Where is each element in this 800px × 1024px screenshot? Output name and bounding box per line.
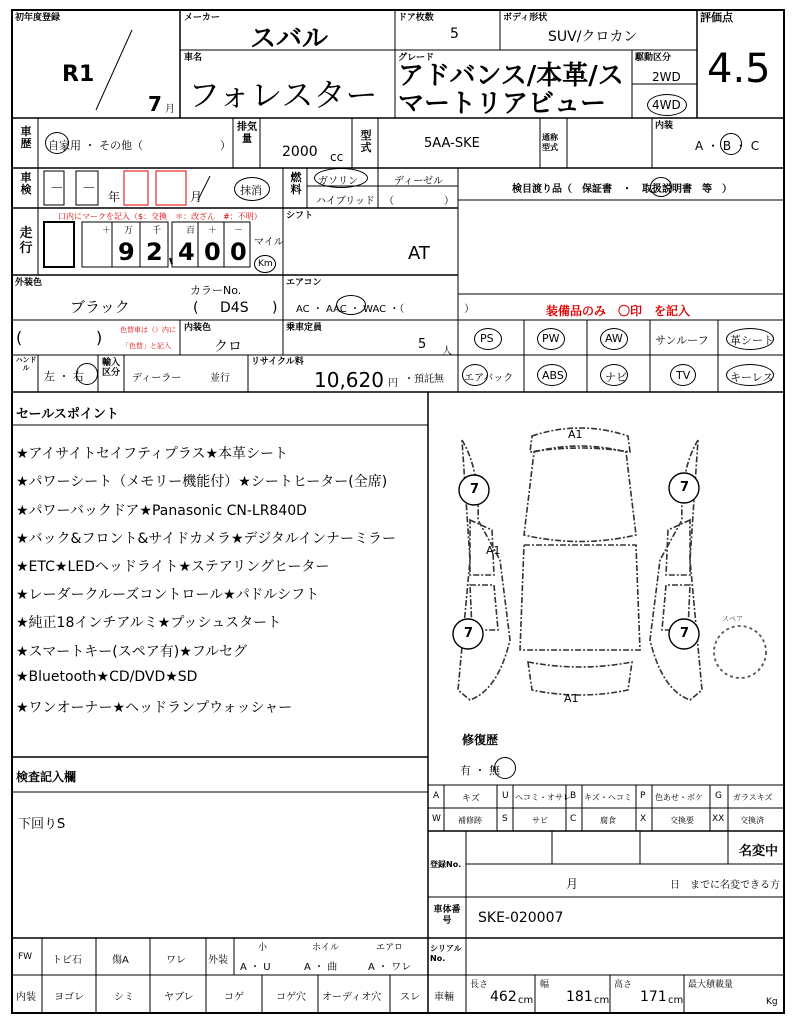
legend-text: 交換済 bbox=[740, 816, 764, 825]
legend-text: キズ・ヘコミ bbox=[584, 793, 632, 802]
legend-text: 腐食 bbox=[600, 816, 616, 825]
sales-point-line: ★ワンオーナー★ヘッドランプウォッシャー bbox=[16, 700, 293, 716]
chassis-number: SKE-020007 bbox=[478, 910, 564, 926]
inspector-title: 検査記入欄 bbox=[16, 770, 77, 784]
import-label: 輸入区分 bbox=[101, 358, 120, 378]
small-options: A ・ U bbox=[240, 962, 271, 973]
spare-label: スペア bbox=[722, 615, 743, 623]
interior-grade-circle bbox=[720, 133, 742, 155]
doors-label: ドア枚数 bbox=[398, 13, 434, 23]
height-value: 171 bbox=[640, 989, 667, 1005]
equip-pw-circle bbox=[537, 328, 565, 350]
displacement-value: 2000 bbox=[282, 144, 318, 160]
equip-airbag: エアバック bbox=[464, 373, 514, 384]
sales-point-line: ★アイサイトセイフティプラス★本革シート bbox=[16, 446, 289, 462]
gasoline-circle bbox=[314, 168, 368, 188]
hybrid-paren-open: （ bbox=[384, 196, 394, 207]
score-value: 4.5 bbox=[707, 46, 771, 92]
length-label: 長さ bbox=[470, 980, 489, 990]
shift-label: シフト bbox=[286, 211, 314, 221]
equip-airbag-circle bbox=[462, 364, 488, 386]
length-unit: cm bbox=[518, 995, 534, 1006]
legend-code: P bbox=[640, 791, 646, 801]
interior-item: ヨゴレ bbox=[54, 992, 84, 1003]
small-label: 小 bbox=[258, 943, 268, 953]
car-name-value: フォレスター bbox=[188, 76, 378, 114]
equip-abs-circle bbox=[537, 364, 567, 386]
legend-text: サビ bbox=[532, 816, 548, 825]
recycle-label: リサイクル料 bbox=[251, 357, 304, 367]
legend-code: U bbox=[502, 791, 509, 801]
legend-code: X bbox=[640, 814, 647, 824]
mileage-digit-1: 9 bbox=[118, 238, 135, 266]
dims-label: 車輛 bbox=[434, 992, 454, 1003]
color-change-note-2: 「色替」と記入 bbox=[122, 342, 171, 350]
fw-label: FW bbox=[18, 952, 33, 962]
interior-color-value: クロ bbox=[214, 339, 242, 355]
length-value: 462 bbox=[490, 989, 517, 1005]
interior-item: コゲ bbox=[224, 992, 244, 1003]
mileage-digit-4: 0 bbox=[204, 238, 221, 266]
import-parallel: 並行 bbox=[210, 373, 230, 384]
wheel-options: A ・ 曲 bbox=[304, 962, 338, 973]
legend-code: W bbox=[432, 814, 441, 824]
mileage-digit-3: 4 bbox=[178, 238, 195, 266]
width-value: 181 bbox=[566, 989, 593, 1005]
serial-label: シリアルNo. bbox=[430, 944, 462, 963]
max-load-label: 最大積載量 bbox=[688, 980, 734, 990]
color-change-note-1: 色替車は（）内に bbox=[120, 326, 176, 334]
history-label: 車歴 bbox=[20, 125, 32, 150]
height-unit: cm bbox=[668, 995, 684, 1006]
equip-ps: PS bbox=[480, 332, 494, 345]
first-registration-era: R1 bbox=[62, 62, 95, 87]
sales-points-title: セールスポイント bbox=[16, 407, 119, 422]
interior-item: ヤブレ bbox=[164, 992, 194, 1003]
aero-options: A ・ ワレ bbox=[368, 962, 412, 973]
legend-code: C bbox=[570, 814, 577, 824]
manual-circle bbox=[650, 177, 672, 197]
legend-code: S bbox=[502, 814, 508, 824]
legend-code: B bbox=[570, 791, 577, 801]
registration-month: 月 bbox=[566, 877, 579, 891]
ac-options: AC ・ AAC ・ WAC ・（ ） bbox=[296, 304, 475, 315]
sales-point-line: ★パワーバックドア★Panasonic CN-LR840D bbox=[16, 503, 307, 519]
handle-value: 左 ・ 右 bbox=[44, 370, 84, 383]
private-use-circle bbox=[45, 132, 69, 154]
handle-label: ハンドル bbox=[15, 356, 37, 372]
drive-2wd: 2WD bbox=[652, 70, 681, 84]
capacity-unit: 人 bbox=[442, 346, 452, 357]
sales-point-line: ★純正18インチアルミ★プッシュスタート bbox=[16, 615, 282, 631]
tire-rear-left: 7 bbox=[464, 626, 474, 641]
sales-point-line: ★ETC★LEDヘッドライト★ステアリングヒーター bbox=[16, 559, 330, 575]
mark-rear: A1 bbox=[564, 692, 579, 705]
chassis-label: 車体番号 bbox=[433, 905, 461, 926]
common-model-label: 通称型式 bbox=[542, 133, 558, 152]
aac-circle bbox=[336, 295, 366, 315]
fuel-gasoline: ガソリン bbox=[318, 176, 358, 187]
equip-leather: 革シート bbox=[730, 334, 774, 347]
equip-keyless-circle bbox=[726, 364, 774, 386]
legend-code: G bbox=[715, 791, 722, 801]
tire-front-left: 7 bbox=[470, 482, 480, 497]
equip-sunroof: サンルーフ bbox=[655, 334, 709, 347]
equip-tv: TV bbox=[676, 369, 691, 382]
displacement-label: 排気量 bbox=[237, 122, 257, 145]
capacity-label: 乗車定員 bbox=[286, 323, 323, 333]
legend-text: 色あせ・ボケ bbox=[655, 793, 703, 802]
equip-keyless: キーレス bbox=[730, 371, 774, 384]
unit-hyaku: 百 bbox=[186, 226, 196, 236]
model-label: 型式 bbox=[360, 129, 372, 154]
model-value: 5AA-SKE bbox=[424, 136, 480, 151]
legend-text: 交換要 bbox=[670, 816, 694, 825]
maker-value: スバル bbox=[250, 24, 329, 54]
width-unit: cm bbox=[594, 995, 610, 1006]
import-dealer: ディーラー bbox=[132, 373, 182, 384]
equip-leather-circle bbox=[726, 328, 774, 350]
documents-text: 検目渡り品（ 保証書 ・ 取扱説明書 等 ） bbox=[512, 184, 732, 195]
tire-front-right: 7 bbox=[680, 480, 690, 495]
legend-code: XX bbox=[712, 814, 725, 824]
drive-label: 駆動区分 bbox=[635, 53, 672, 63]
inspection-month: 月 bbox=[190, 190, 203, 204]
sales-point-line: ★レーダークルーズコントロール★パドルシフト bbox=[16, 587, 320, 603]
equipment-title: 装備品のみ 〇印 を記入 bbox=[546, 304, 691, 318]
equip-navi-circle bbox=[600, 364, 628, 386]
legend-text: 補修跡 bbox=[458, 816, 482, 825]
sales-point-line: ★スマートキー(スペア有)★フルセグ bbox=[16, 644, 248, 660]
name-change-label: 名変中 bbox=[739, 844, 779, 859]
body-label: ボディ形状 bbox=[503, 13, 548, 23]
exterior-label: 外装 bbox=[208, 955, 228, 966]
interior-item: コゲ穴 bbox=[276, 992, 306, 1003]
equip-aw-circle bbox=[600, 328, 628, 350]
wheel-label: ホイル bbox=[312, 943, 340, 953]
color-no-value: D4S bbox=[220, 300, 249, 316]
exterior-color-label: 外装色 bbox=[15, 278, 43, 288]
width-label: 幅 bbox=[540, 980, 550, 990]
tire-rear-right: 7 bbox=[680, 626, 690, 641]
fuel-hybrid: ハイブリッド bbox=[316, 196, 375, 207]
legend-text: キズ bbox=[462, 794, 480, 804]
legend-text: ヘコミ・オサレ bbox=[515, 793, 571, 802]
interior-grade-label: 内装 bbox=[655, 121, 674, 131]
first-registration-label: 初年度登録 bbox=[15, 13, 61, 23]
legend-text: ガラスキズ bbox=[733, 793, 773, 802]
grade-line-2: マートリアビュー bbox=[398, 89, 607, 119]
drive-4wd: 4WD bbox=[652, 98, 681, 112]
equip-abs: ABS bbox=[542, 369, 564, 382]
equip-navi: ナビ bbox=[605, 371, 627, 384]
capacity-value: 5 bbox=[418, 337, 427, 352]
car-name-label: 車名 bbox=[184, 53, 203, 63]
color-no-label: カラーNo. bbox=[190, 284, 242, 297]
mileage-km-unit: Km bbox=[258, 259, 273, 269]
interior-item: シミ bbox=[114, 992, 134, 1003]
minus-sign: － bbox=[234, 226, 244, 236]
sales-point-line: ★パワーシート（メモリー機能付）★シートヒーター(全席) bbox=[16, 474, 388, 490]
recycle-yen: 円 bbox=[388, 378, 398, 389]
plus-sign: ＋ bbox=[102, 226, 112, 236]
interior-item: スレ bbox=[400, 992, 420, 1003]
grade-line-1: アドバンス/本革/ス bbox=[398, 61, 624, 91]
displacement-unit: cc bbox=[330, 150, 344, 164]
shift-value: AT bbox=[408, 243, 430, 264]
mark-front: A1 bbox=[568, 428, 583, 441]
max-load-unit: Kg bbox=[766, 997, 778, 1007]
interior-grade-options: A ・ B ・ C bbox=[695, 139, 760, 153]
drive-4wd-circle bbox=[647, 94, 687, 116]
interior-item: オーディオ穴 bbox=[322, 992, 382, 1003]
unit-sen: 千 bbox=[152, 226, 162, 236]
hybrid-paren-close: ） bbox=[444, 196, 454, 207]
fw-item: ワレ bbox=[166, 955, 186, 966]
inspection-expired: 抹消 bbox=[240, 184, 262, 197]
repair-history-value: 有 ・ 無 bbox=[460, 764, 500, 777]
sales-point-line: ★バック&フロント&サイドカメラ★デジタルインナーミラー bbox=[16, 531, 396, 547]
equip-tv-circle bbox=[670, 364, 696, 386]
right-handle-circle bbox=[76, 363, 98, 385]
ac-label: エアコン bbox=[286, 278, 322, 288]
repair-history-label: 修復歴 bbox=[462, 733, 499, 747]
sales-point-line: ★Bluetooth★CD/DVD★SD bbox=[16, 669, 198, 685]
recycle-deposit: ・預託無 bbox=[404, 374, 444, 385]
interior-damage-label: 内装 bbox=[16, 992, 36, 1003]
body-value: SUV/クロカン bbox=[548, 29, 638, 45]
first-registration-month: 7 bbox=[148, 92, 162, 116]
fuel-label: 燃料 bbox=[290, 171, 302, 196]
fw-item: 傷A bbox=[112, 955, 129, 966]
score-label: 評価点 bbox=[700, 11, 733, 24]
fuel-diesel: ディーゼル bbox=[394, 176, 443, 187]
unit-man: 万 bbox=[124, 226, 134, 236]
plus-sign-2: ＋ bbox=[208, 226, 218, 236]
mileage-label: 走行 bbox=[19, 226, 33, 256]
legend-code: A bbox=[433, 791, 440, 801]
expired-circle bbox=[234, 177, 270, 201]
history-value: 自家用 ・ その他（ bbox=[48, 139, 143, 152]
registration-day-text: 日 までに名変できる方 bbox=[670, 880, 780, 891]
recycle-value: 10,620 bbox=[314, 368, 384, 392]
equip-ps-circle bbox=[474, 328, 502, 350]
km-circle bbox=[254, 255, 276, 273]
equip-aw: AW bbox=[605, 332, 623, 345]
inspection-year: 年 bbox=[108, 190, 121, 204]
height-label: 高さ bbox=[614, 980, 633, 990]
fw-item: トビ石 bbox=[52, 955, 82, 966]
equip-pw: PW bbox=[542, 332, 560, 345]
mileage-note: 口内にマークを記入（$：交換 ＊：改ざん #：不明） bbox=[58, 212, 262, 221]
inspector-note: 下回りS bbox=[18, 817, 66, 832]
grade-label: グレード bbox=[398, 53, 435, 63]
mark-side: A1 bbox=[486, 544, 501, 557]
month-unit: 月 bbox=[165, 104, 175, 115]
interior-color-label: 内装色 bbox=[184, 323, 212, 333]
mileage-digit-2: 2 bbox=[146, 238, 163, 266]
inspection-label: 車検 bbox=[20, 171, 32, 196]
history-paren: ） bbox=[220, 139, 231, 152]
registration-label: 登録No. bbox=[430, 860, 462, 869]
mileage-mile-unit: マイル bbox=[254, 237, 284, 248]
mileage-digit-5: 0 bbox=[230, 238, 247, 266]
maker-label: メーカー bbox=[184, 13, 220, 23]
doors-value: 5 bbox=[450, 26, 459, 42]
aero-label: エアロ bbox=[376, 943, 404, 953]
repair-none-circle bbox=[494, 757, 516, 779]
exterior-color-value: ブラック bbox=[70, 298, 130, 316]
